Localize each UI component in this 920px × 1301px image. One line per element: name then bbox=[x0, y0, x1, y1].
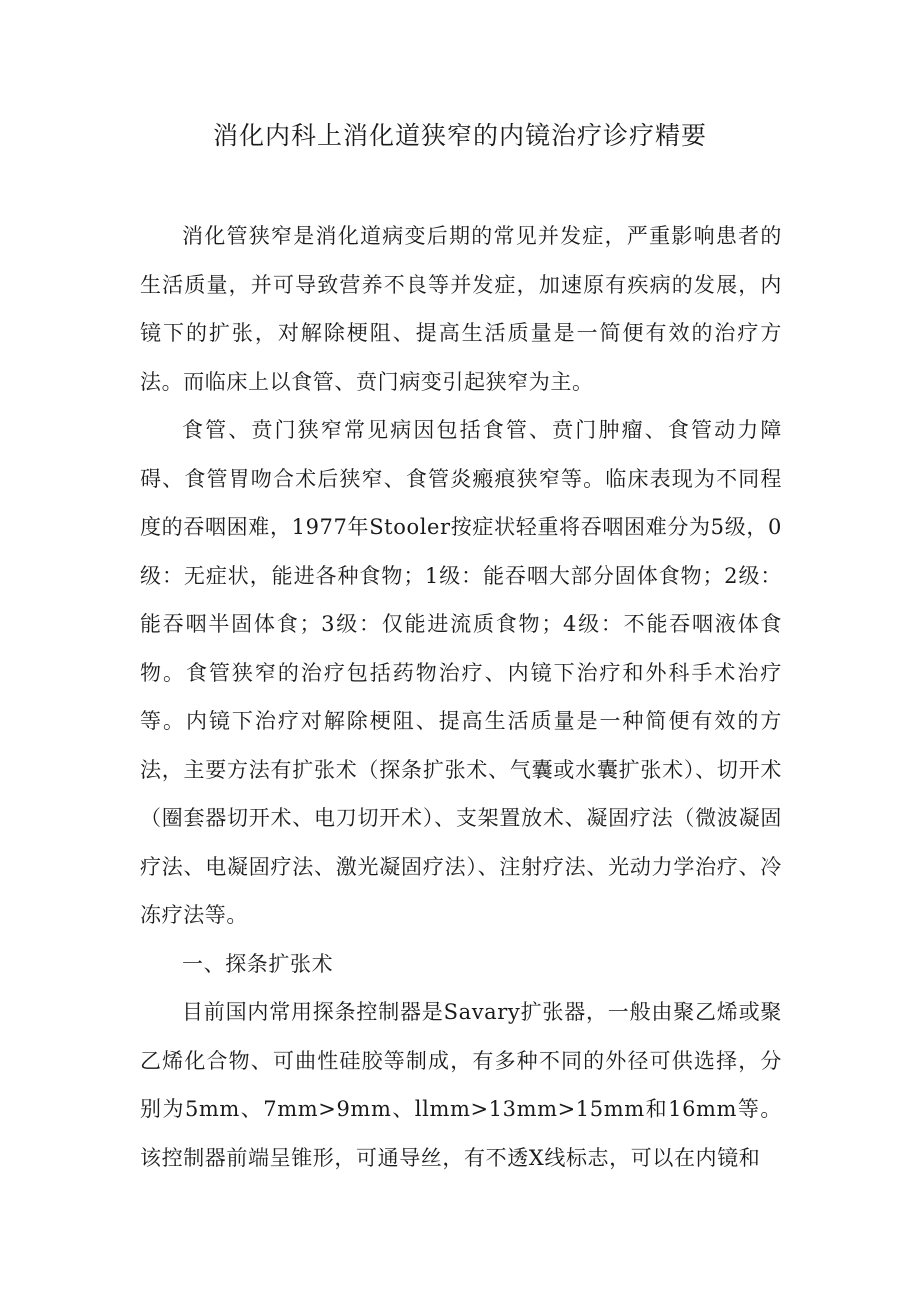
paragraph-intro: 消化管狭窄是消化道病变后期的常见并发症，严重影响患者的生活质量，并可导致营养不良等并发症，加速原有疾病的发展，内镜下的扩张，对解除梗阻、提高生活质量是一简便有效的治疗方法。而临床上以食管、贲门病变引起狭窄为主。 bbox=[140, 224, 782, 394]
paragraph-causes: 食管、贲门狭窄常见病因包括食管、贲门肿瘤、食管动力障碍、食管胃吻合术后狭窄、食管炎瘢痕狭窄等。临床表现为不同程度的吞咽困难，1977年Stooler按症状轻重将吞咽困难分为5级，0级：无症状，能进各种食物；1级：能吞咽大部分固体食物；2级：能吞咽半固体食；3级：仅能进流质食物；4级：不能吞咽液体食物。食管狭窄的治疗包括药物治疗、内镜下治疗和外科手术治疗等。内镜下治疗对解除梗阻、提高生活质量是一种简便有效的方法，主要方法有扩张术（探条扩张术、气囊或水囊扩张术）、切开术（圈套器切开术、电刀切开术）、支架置放术、凝固疗法（微波凝固疗法、电凝固疗法、激光凝固疗法）、注射疗法、光动力学治疗、冷冻疗法等。 bbox=[140, 418, 782, 927]
paragraph-savary-dilator: 目前国内常用探条控制器是Savary扩张器，一般由聚乙烯或聚乙烯化合物、可曲性硅胶等制成，有多种不同的外径可供选择，分别为5mm、7mm>9mm、llmm>13mm>15mm和16mm等。该控制器前端呈锥形，可通导丝，有不透X线标志，可以在内镜和 bbox=[140, 1000, 782, 1170]
document-title: 消化内科上消化道狭窄的内镜治疗诊疗精要 bbox=[212, 121, 707, 150]
document-body bbox=[140, 212, 782, 1182]
section-heading-bougie-dilation: 一、探条扩张术 bbox=[182, 951, 334, 976]
